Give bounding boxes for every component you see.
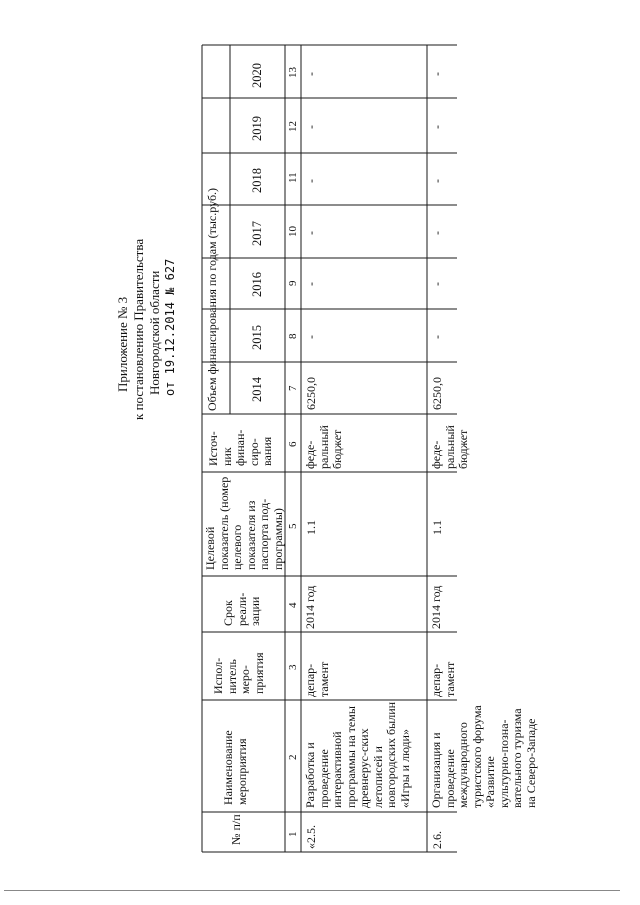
- row-funding-source: феде-ральный бюджет: [429, 425, 470, 469]
- row-activity-name: Организация и проведение международного туристского форума «Развитие культурно-позна-вательного туризма на Северо-Западе: [429, 705, 538, 808]
- col-number: 9: [287, 280, 299, 286]
- col-number: 11: [287, 172, 299, 183]
- col-number: 7: [287, 385, 299, 391]
- col-number: 6: [287, 441, 299, 447]
- col-number: 4: [287, 602, 299, 608]
- row-value-2016: -: [304, 282, 318, 286]
- header-year-2017: 2017: [250, 221, 264, 246]
- row-value-2014: 6250,0: [304, 377, 318, 410]
- col-number: 13: [287, 67, 299, 78]
- row-value-2016: -: [430, 282, 444, 286]
- row-number: 2.6.: [430, 831, 444, 849]
- row-number: «2.5.: [304, 825, 318, 849]
- header-line-date: от 19.12.2014 № 627: [163, 258, 177, 396]
- row-indicator: 1.1: [304, 520, 318, 535]
- header-source: Источ-ник финан-сиро-вания: [206, 429, 274, 466]
- appendix-title: Приложение № 3: [115, 296, 130, 392]
- row-value-2017: -: [304, 231, 318, 235]
- header-line-region: Новгородской области: [147, 270, 162, 395]
- header-year-2015: 2015: [250, 325, 264, 350]
- row-value-2019: -: [304, 125, 318, 129]
- row-value-2015: -: [304, 335, 318, 339]
- header-line-decree: к постановлению Правительства: [131, 238, 146, 420]
- row-value-2020: -: [304, 72, 318, 76]
- row-value-2017: -: [430, 231, 444, 235]
- header-indicator: Целевой показатель (номер целевого показателя из паспорта под-программы): [203, 476, 285, 570]
- col-number: 2: [287, 754, 299, 760]
- header-funding-group: Объем финансирования по годам (тыс.руб.): [205, 187, 219, 411]
- col-number: 12: [287, 121, 299, 132]
- col-number: 8: [287, 333, 299, 339]
- row-activity-name: Разработка и проведение интерактивной программы на темы древнерус-ских летописей и новгородских былин «Игры и люди»: [303, 701, 412, 808]
- header-term: Срок реали-зации: [221, 592, 262, 626]
- row-value-2020: -: [430, 72, 444, 76]
- col-number: 3: [287, 664, 299, 670]
- row-funding-source: феде-ральный бюджет: [303, 425, 344, 469]
- header-year-2019: 2019: [250, 116, 264, 141]
- header-name: Наименование мероприятия: [221, 730, 249, 805]
- row-term: 2014 год: [429, 585, 443, 629]
- header-year-2014: 2014: [250, 377, 264, 402]
- header-year-2016: 2016: [250, 272, 264, 297]
- header-year-2020: 2020: [250, 63, 264, 88]
- col-number: 10: [287, 226, 299, 237]
- row-value-2014: 6250,0: [430, 377, 444, 410]
- page-bottom-rule: [4, 890, 620, 891]
- header-executor: Испол-нитель меро-приятия: [211, 652, 266, 694]
- row-executor: депар-тамент: [303, 661, 331, 697]
- row-indicator: 1.1: [430, 520, 444, 535]
- row-value-2018: -: [304, 179, 318, 183]
- row-value-2015: -: [430, 335, 444, 339]
- row-value-2018: -: [430, 179, 444, 183]
- col-number: 1: [287, 831, 299, 837]
- col-number: 5: [287, 523, 299, 529]
- header-year-2018: 2018: [250, 168, 264, 193]
- row-executor: депар-тамент: [429, 661, 457, 697]
- row-term: 2014 год: [303, 585, 317, 629]
- row-value-2019: -: [430, 125, 444, 129]
- header-num: № п/п: [229, 814, 243, 845]
